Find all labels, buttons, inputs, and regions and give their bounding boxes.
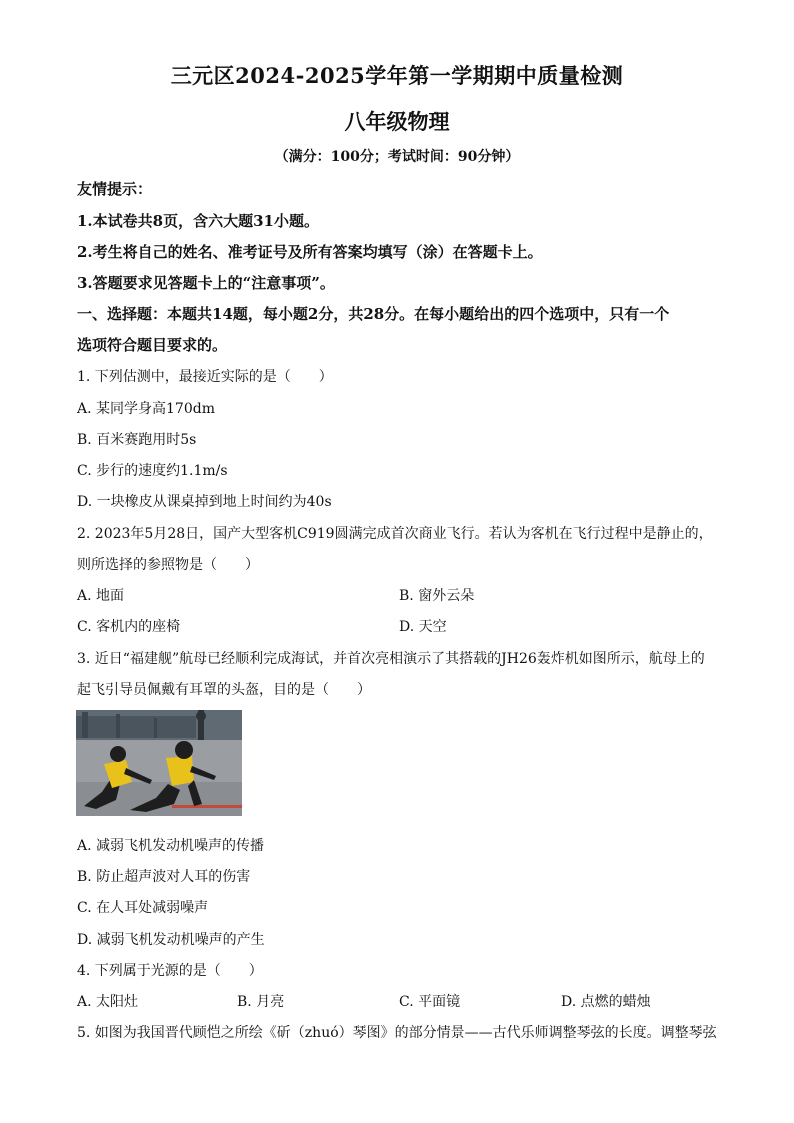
- q4-option-d: D. 点燃的蜡烛: [561, 994, 651, 1010]
- q4-option-a: A. 太阳灶: [77, 994, 139, 1010]
- q1-option-a: A. 某同学身高170dm: [77, 401, 215, 417]
- notice-heading: 友情提示：: [77, 180, 153, 198]
- q4-option-c: C. 平面镜: [399, 994, 461, 1010]
- section-heading-line1: 一、选择题：本题共14题，每小题2分，共28分。在每小题给出的四个选项中，只有一个: [77, 305, 670, 323]
- q3-stem-line2: 起飞引导员佩戴有耳罩的头盔，目的是（ ）: [77, 682, 371, 698]
- notice-item-2: 2.考生将自己的姓名、准考证号及所有答案均填写（涂）在答题卡上。: [77, 243, 543, 261]
- q2-option-d: D. 天空: [399, 619, 447, 635]
- carrier-crew-photo: [76, 710, 242, 816]
- section-heading-line2: 选项符合题目要求的。: [77, 336, 228, 354]
- exam-title: 三元区2024-2025学年第一学期期中质量检测: [170, 63, 624, 88]
- q3-option-c: C. 在人耳处减弱噪声: [77, 900, 209, 916]
- q2-stem-line1: 2. 2023年5月28日，国产大型客机C919圆满完成首次商业飞行。若认为客机在飞行过程中是静止的，: [77, 526, 713, 542]
- q1-option-c: C. 步行的速度约1.1m/s: [77, 463, 228, 479]
- q5-stem-line1: 5. 如图为我国晋代顾恺之所绘《斫（zhuó）琴图》的部分情景——古代乐师调整琴弦的长度。调整琴弦: [77, 1025, 717, 1041]
- q4-stem: 4. 下列属于光源的是（ ）: [77, 963, 263, 979]
- notice-item-3: 3.答题要求见答题卡上的“注意事项”。: [77, 274, 335, 292]
- q4-option-b: B. 月亮: [237, 994, 285, 1010]
- q1-option-b: B. 百米赛跑用时5s: [77, 432, 197, 448]
- q1-option-d: D. 一块橡皮从课桌掉到地上时间约为40s: [77, 494, 332, 510]
- q1-stem: 1. 下列估测中，最接近实际的是（ ）: [77, 369, 333, 385]
- q2-option-a: A. 地面: [77, 588, 125, 604]
- q3-option-b: B. 防止超声波对人耳的伤害: [77, 869, 251, 885]
- q2-stem-line2: 则所选择的参照物是（ ）: [77, 557, 259, 573]
- q3-option-a: A. 减弱飞机发动机噪声的传播: [77, 838, 265, 854]
- q3-option-d: D. 减弱飞机发动机噪声的产生: [77, 932, 265, 948]
- exam-meta: （满分：100分；考试时间：90分钟）: [274, 149, 520, 165]
- notice-item-1: 1.本试卷共8页，含六大题31小题。: [77, 212, 319, 230]
- q2-option-c: C. 客机内的座椅: [77, 619, 181, 635]
- q2-option-b: B. 窗外云朵: [399, 588, 475, 604]
- q3-stem-line1: 3. 近日“福建舰”航母已经顺利完成海试，并首次亮相演示了其搭载的JH26轰炸机如图所示，航母上的: [77, 651, 705, 667]
- exam-subject: 八年级物理: [344, 109, 450, 134]
